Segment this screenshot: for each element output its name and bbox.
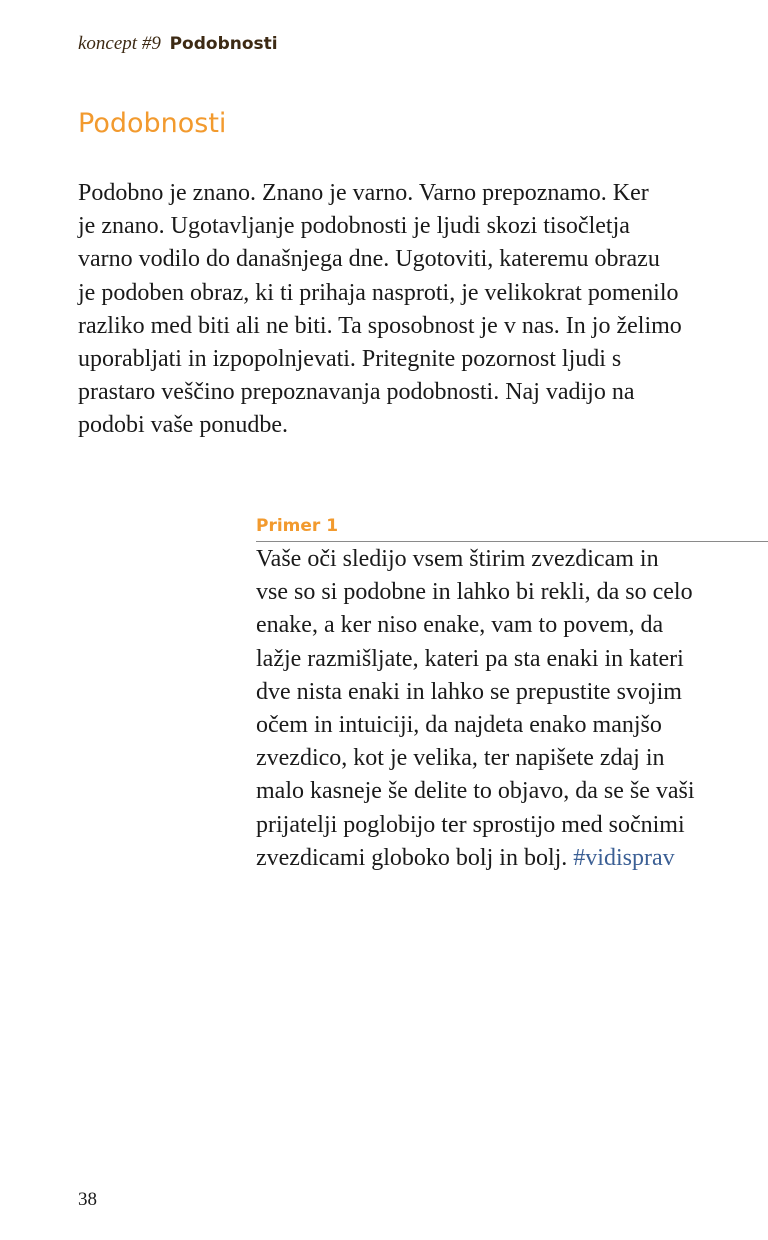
- body-line: uporabljati in izpopolnjevati. Pritegnite pozornost ljudi s: [78, 346, 622, 373]
- example-line: vse so si podobne in lahko bi rekli, da so celo: [256, 579, 693, 606]
- hashtag-link[interactable]: #vidisprav: [573, 844, 675, 871]
- example-line: očem in intuiciji, da najdeta enako manjšo: [256, 712, 662, 739]
- body-line: podobi vaše ponudbe.: [78, 412, 288, 439]
- page-number: 38: [78, 1189, 97, 1210]
- body-line: je podoben obraz, ki ti prihaja nasproti, je velikokrat pomenilo: [78, 279, 679, 306]
- example-line: zvezdico, kot je velika, ter napišete zdaj in: [256, 745, 665, 772]
- example-label: Primer 1: [256, 516, 339, 536]
- running-head: [78, 31, 278, 57]
- example-last-line: [256, 842, 736, 875]
- example-body: [256, 543, 736, 875]
- running-head-concept: koncept #9: [78, 33, 161, 54]
- section-heading: Podobnosti: [78, 108, 227, 139]
- running-head-topic: Podobnosti: [169, 34, 278, 54]
- example-line: enake, a ker niso enake, vam to povem, da: [256, 612, 664, 639]
- body-line: razliko med biti ali ne biti. Ta sposobnost je v nas. In jo želimo: [78, 312, 682, 339]
- example-line: Vaše oči sledijo vsem štirim zvezdicam in: [256, 546, 659, 572]
- body-line: je znano. Ugotavljanje podobnosti je ljudi skozi tisočletja: [78, 213, 630, 240]
- example-line: dve nista enaki in lahko se prepustite svojim: [256, 678, 682, 705]
- body-line: varno vodilo do današnjega dne. Ugotoviti, kateremu obrazu: [78, 246, 660, 273]
- body-line: prastaro veščino prepoznavanja podobnosti. Naj vadijo na: [78, 379, 635, 406]
- example-last-line-text: zvezdicami globoko bolj in bolj.: [256, 844, 568, 871]
- section-body: [78, 177, 708, 443]
- body-line: Podobno je znano. Znano je varno. Varno prepoznamo. Ker: [78, 180, 649, 206]
- example-divider: [256, 541, 768, 542]
- example-line: malo kasneje še delite to objavo, da se še vaši: [256, 778, 695, 805]
- example-line: lažje razmišljate, kateri pa sta enaki in kateri: [256, 645, 684, 672]
- example-line: prijatelji poglobijo ter sprostijo med sočnimi: [256, 811, 685, 838]
